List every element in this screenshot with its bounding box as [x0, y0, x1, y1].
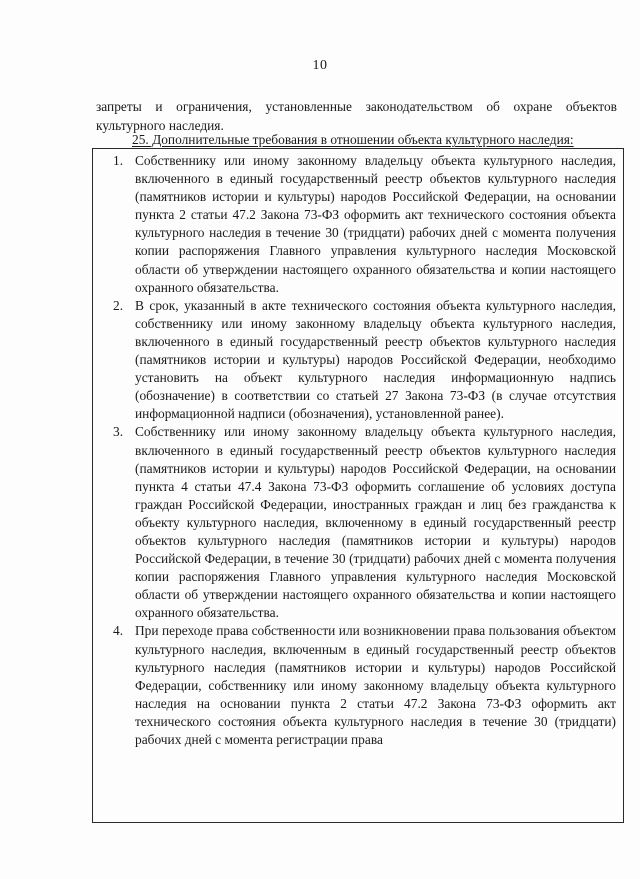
- requirement-text: Собственнику или иному законному владельцу объекта культурного наследия, включенного в единый государственный реестр объектов культурного наследия (памятников истории и культуры) народов Российской Федерации, на основании пункта 2 статьи 47.2 Закона 73-ФЗ оформить акт технического состояния объекта культурного наследия в течение 30 (тридцати) рабочих дней с момента получения копии распоряжения Главного управления культурного наследия Московской области об утверждении настоящего охранного обязательства и копии настоящего охранного обязательства.: [135, 153, 616, 295]
- requirement-item: [92, 297, 618, 424]
- requirement-number: 1.: [113, 153, 124, 168]
- requirement-number: 4.: [113, 623, 124, 639]
- requirement-item: [92, 423, 618, 622]
- requirement-number: 2.: [113, 297, 124, 313]
- page-number: 10: [312, 58, 328, 73]
- intro-paragraph: запреты и ограничения, установленные законодательством об охране объектов культурного наследия.: [96, 99, 617, 133]
- requirement-item: [92, 152, 618, 297]
- requirement-text: В срок, указанный в акте технического состояния объекта культурного наследия, собственнику или иному законному владельцу объекта культурного наследия, включенного в единый государственный реестр объектов культурного наследия (памятников истории и культуры) народов Российской Федерации, необходимо установить на объект культурного наследия информационную надпись (обозначение) в соответствии со статьей 27 Закона 73-ФЗ (в случае отсутствия информационной надписи (обозначения), установленной ранее).: [135, 297, 616, 422]
- requirement-number: 3.: [113, 424, 124, 440]
- requirement-item: [92, 622, 618, 749]
- requirement-text: При переходе права собственности или возникновении права пользования объектом культурного наследия, включенным в единый государственный реестр объектов культурного наследия (памятников истории и культуры) народов Российской Федерации, собственнику или иному законному владельцу объекта культурного наследия на основании пункта 2 статьи 47.2 Закона 73-ФЗ оформить акт технического состояния объекта культурного наследия в течение 30 (тридцати) рабочих дней с момента регистрации права: [135, 623, 616, 747]
- requirement-text: Собственнику или иному законному владельцу объекта культурного наследия, включенного в единый государственный реестр объектов культурного наследия (памятников истории и культуры) народов Российской Федерации, на основании пункта 4 статьи 47.4 Закона 73-ФЗ оформить соглашение об условиях доступа граждан Российской Федерации, иностранных граждан и лиц без гражданства к объекту культурного наследия, включенному в единый государственный реестр объектов культурного наследия (памятников истории и культуры) народов Российской Федерации, в течение 30 (тридцати) рабочих дней с момента получения копии распоряжения Главного управления культурного наследия Московской области об утверждении настоящего охранного обязательства и копии настоящего охранного обязательства.: [135, 424, 616, 621]
- section-heading: 25. Дополнительные требования в отношении объекта культурного наследия:: [132, 132, 574, 147]
- requirements-list: [92, 152, 618, 749]
